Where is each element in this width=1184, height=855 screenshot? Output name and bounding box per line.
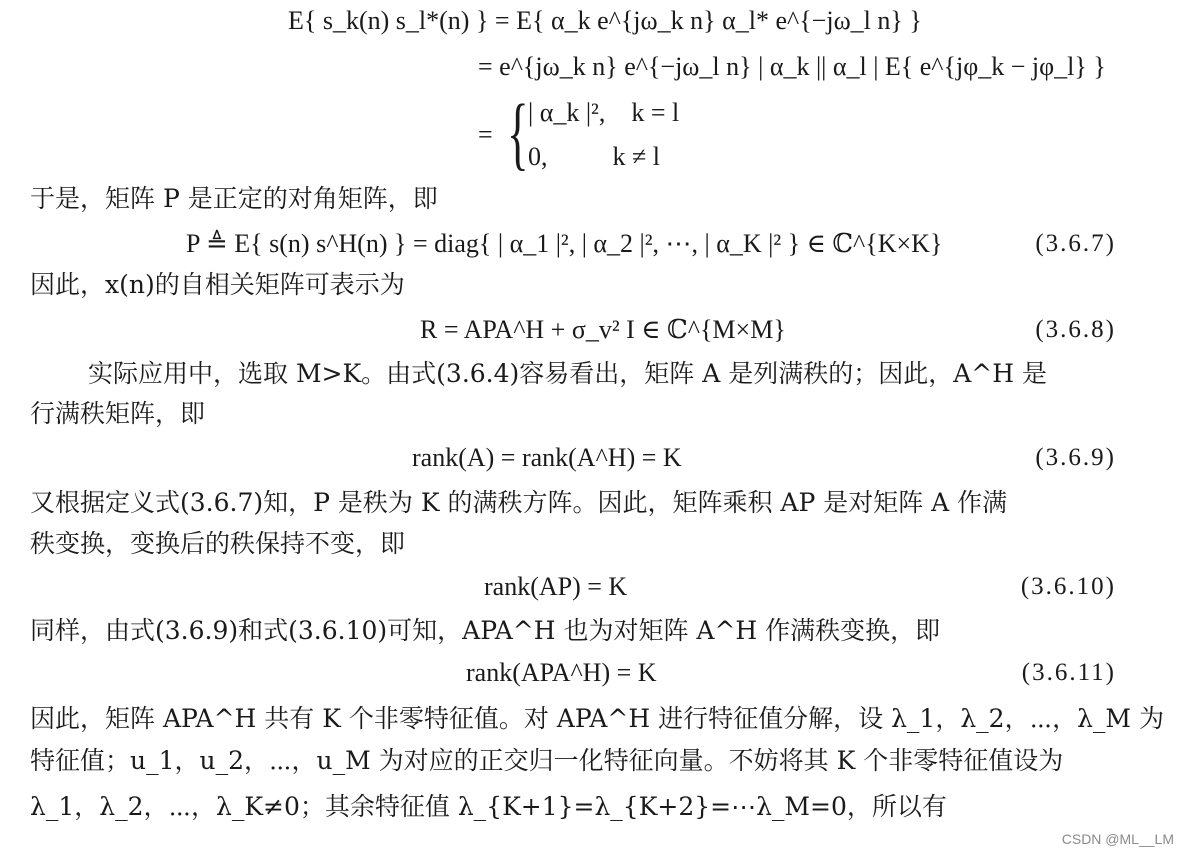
- equation-3-6-8: R = APA^H + σ_v² I ∈ ℂ^{M×M}: [420, 315, 786, 344]
- equation-number-3-6-9: (3.6.9): [1035, 444, 1116, 471]
- equation-expectation-line1: E{ s_k(n) s_l*(n) } = E{ α_k e^{jω_k n} α_l* e^{−jω_l n} }: [288, 6, 922, 35]
- paragraph-p-diagonal: 于是，矩阵 P 是正定的对角矩阵，即: [30, 184, 438, 213]
- paragraph-autocorrelation: 因此，x(n)的自相关矩阵可表示为: [30, 270, 405, 299]
- paragraph-eigenvalues-line3: λ_1，λ_2，⋯，λ_K≠0；其余特征值 λ_{K+1}=λ_{K+2}=⋯λ_M=0，所以有: [30, 792, 947, 821]
- equation-number-3-6-11: (3.6.11): [1021, 659, 1116, 686]
- equation-3-6-9: rank(A) = rank(A^H) = K: [412, 443, 682, 472]
- paragraph-eigenvalues-line2: 特征值；u_1，u_2，⋯，u_M 为对应的正交归一化特征向量。不妨将其 K 个非零特征值设为: [30, 746, 1064, 775]
- paragraph-full-rank-line2: 秩变换，变换后的秩保持不变，即: [30, 529, 406, 558]
- paragraph-practical-application-line2: 行满秩矩阵，即: [30, 399, 206, 428]
- equation-number-3-6-8: (3.6.8): [1035, 316, 1116, 343]
- equation-cases-eq-sign: =: [478, 120, 493, 149]
- equation-3-6-10: rank(AP) = K: [484, 572, 628, 601]
- equation-number-3-6-7: (3.6.7): [1035, 230, 1116, 257]
- csdn-watermark: CSDN @ML__LM: [1061, 831, 1174, 847]
- paragraph-eigenvalues-line1: 因此，矩阵 APA^H 共有 K 个非零特征值。对 APA^H 进行特征值分解，设 λ_1，λ_2，⋯，λ_M 为: [30, 704, 1164, 733]
- equation-number-3-6-10: (3.6.10): [1020, 573, 1116, 600]
- paragraph-full-rank-line1: 又根据定义式(3.6.7)知，P 是秩为 K 的满秩方阵。因此，矩阵乘积 AP 是对矩阵 A 作满: [30, 488, 1008, 517]
- equation-expectation-line2: = e^{jω_k n} e^{−jω_l n} | α_k || α_l | E{ e^{jφ_k − jφ_l} }: [478, 52, 1106, 81]
- paragraph-practical-application-line1: 实际应用中，选取 M>K。由式(3.6.4)容易看出，矩阵 A 是列满秩的；因此，A^H 是: [88, 359, 1047, 388]
- paragraph-similarly: 同样，由式(3.6.9)和式(3.6.10)可知，APA^H 也为对矩阵 A^H 作满秩变换，即: [30, 616, 941, 645]
- equation-3-6-7: P ≜ E{ s(n) s^H(n) } = diag{ | α_1 |², | α_2 |², ⋯, | α_K |² } ∈ ℂ^{K×K}: [186, 229, 943, 258]
- equation-case-k-equals-l: | α_k |², k = l: [528, 98, 680, 127]
- equation-case-k-not-equals-l: 0, k ≠ l: [528, 142, 660, 171]
- cases-brace: {: [507, 87, 529, 178]
- equation-3-6-11: rank(APA^H) = K: [466, 658, 657, 687]
